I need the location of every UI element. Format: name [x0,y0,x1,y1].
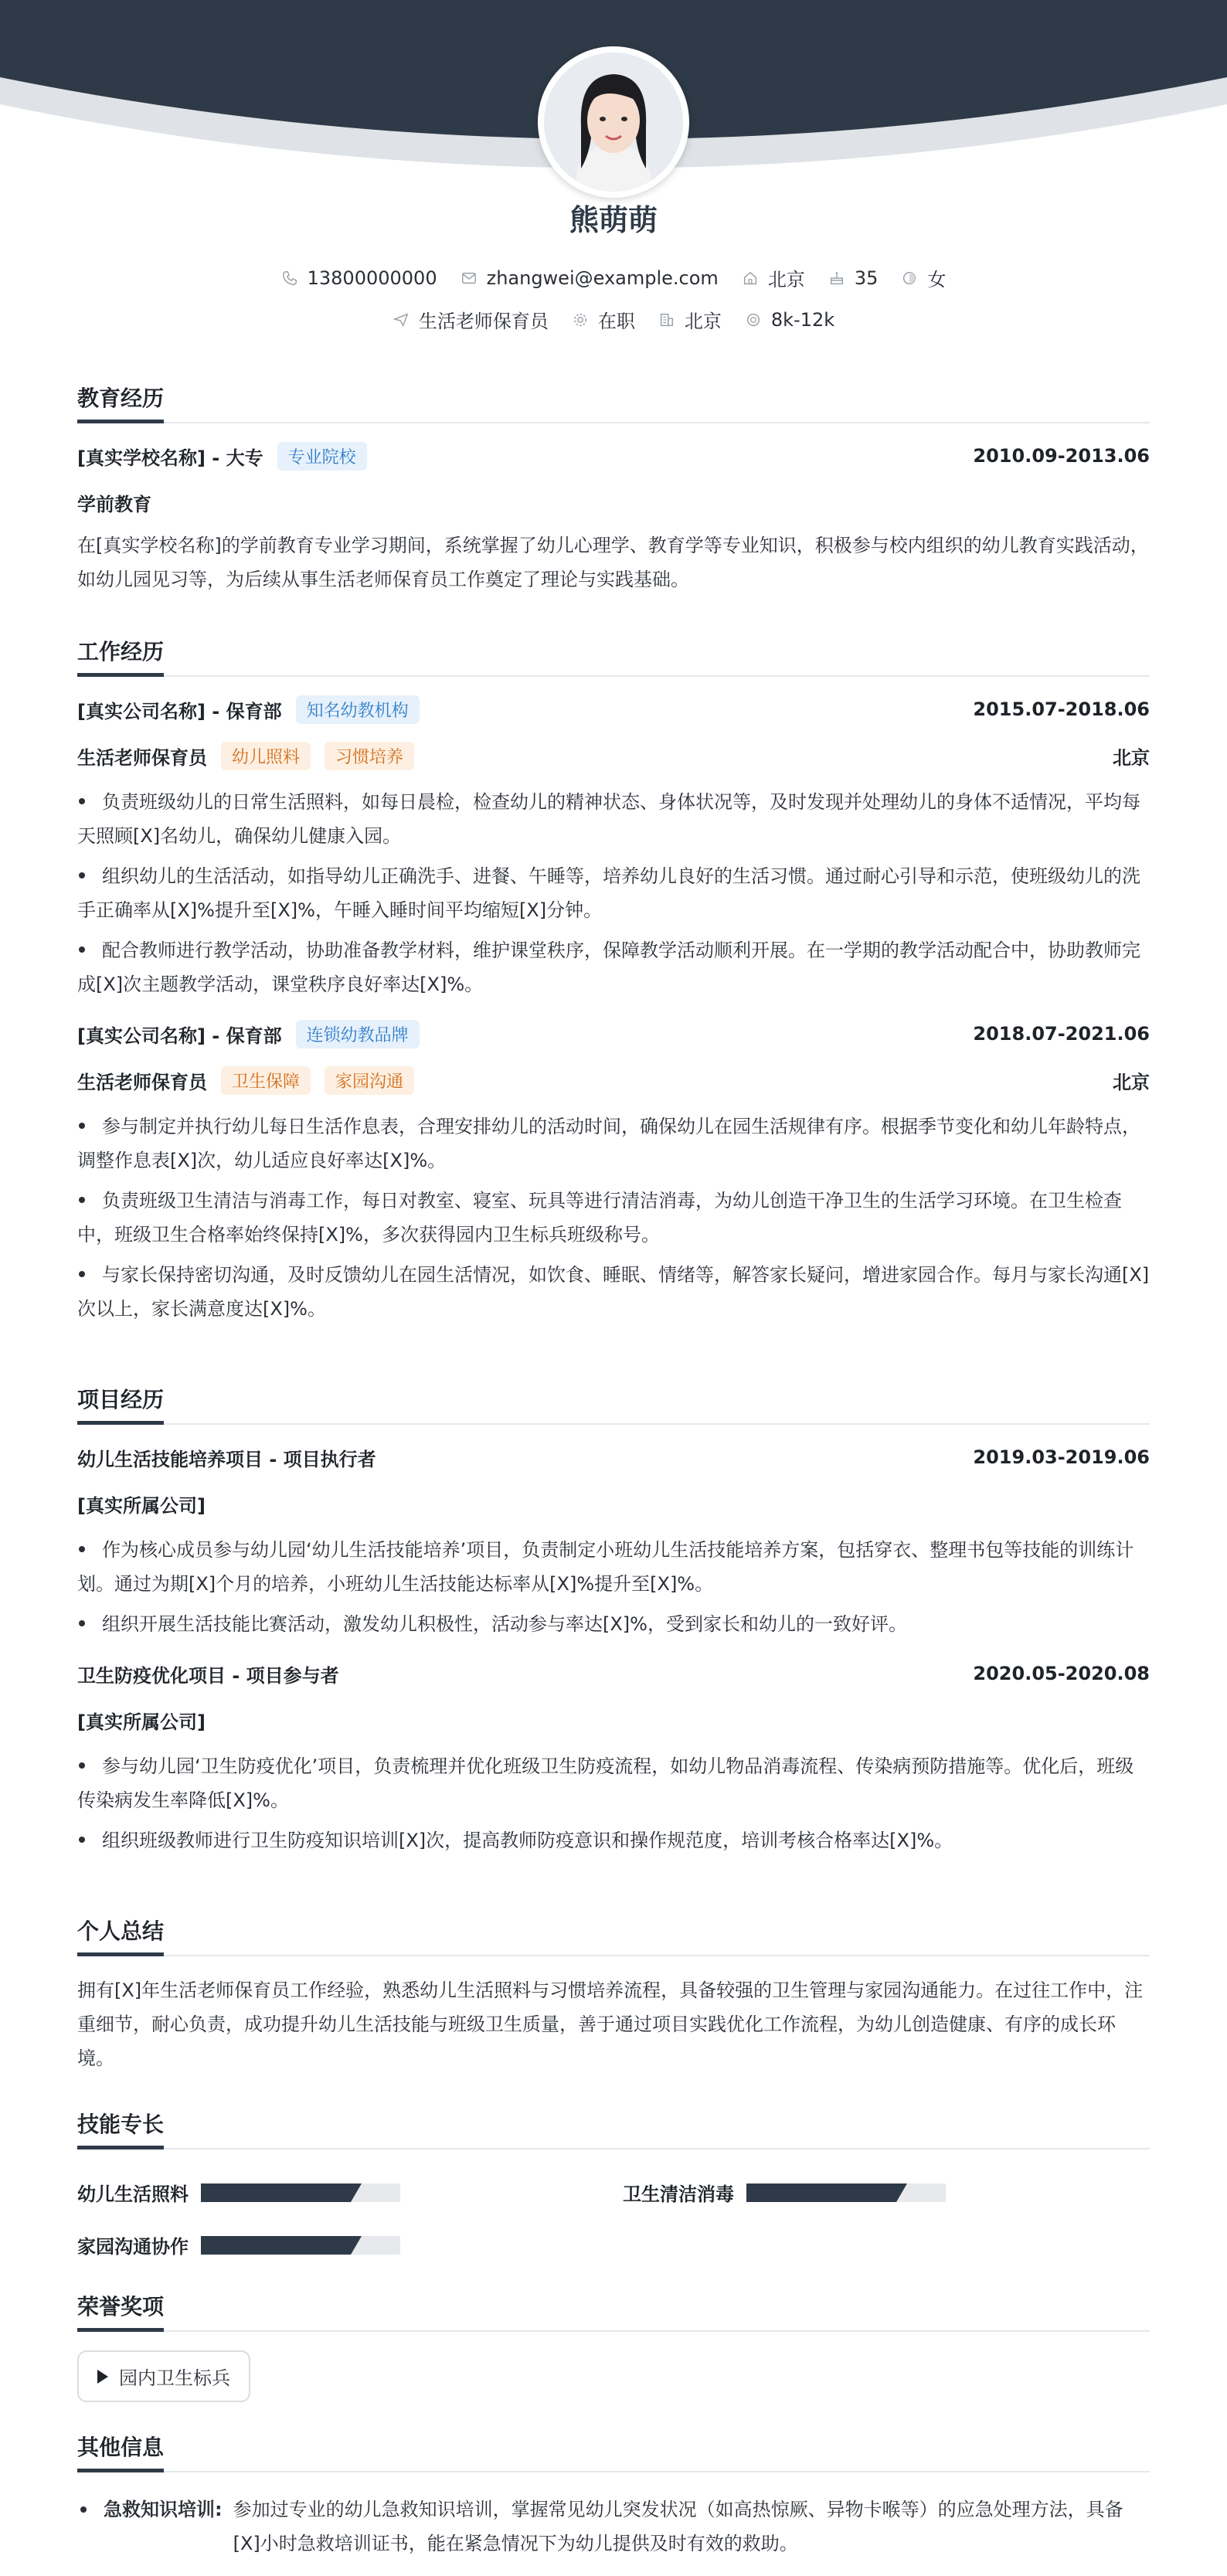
work-head [77,694,1150,725]
status-item [572,306,635,333]
role-name: 生活老师保育员 [77,1071,207,1093]
avatar [538,46,689,198]
awards-title: 荣誉奖项 [77,2290,1150,2332]
role-name: 生活老师保育员 [77,746,207,769]
skill-name: 幼儿生活照料 [77,2183,189,2205]
candidate-name: 熊萌萌 [569,203,658,237]
play-icon [97,2370,108,2384]
bullet-item: 组织开展生活技能比赛活动，激发幼儿积极性，活动参与率达[X]%，受到家长和幼儿的一致好评。 [77,1607,1150,1641]
skill-bar [201,2183,400,2202]
coin-icon [745,311,762,328]
awards-section [77,2290,1150,2402]
education-desc: 在[真实学校名称]的学前教育专业学习期间，系统掌握了幼儿心理学、教育学等专业知识，积极参与校内组织的幼儿教育实践活动，如幼儿园见习等，为后续从事生活老师保育员工作奠定了理论与实践基础。 [77,535,1149,590]
skill-name: 家园沟通协作 [77,2236,189,2258]
major: 学前教育 [77,493,151,515]
contact-row [0,264,1227,291]
project-bullets [77,1749,1150,1857]
salary-item [745,309,834,331]
status-text: 在职 [597,311,635,332]
bullet-item: 参与制定并执行幼儿每日生活作息表，合理安排幼儿的活动时间，确保幼儿在园生活规律有序。根据季节变化和幼儿年龄特点，调整作息表[X]次，幼儿适应良好率达[X]%。 [77,1116,1140,1171]
home-icon [742,270,759,287]
other-section [77,2431,1150,2561]
work-head [77,1018,1150,1049]
email-item [461,267,719,289]
education-section [77,382,1150,596]
project-bullets [77,1533,1150,1641]
skill-fill [746,2183,896,2202]
mail-icon [461,270,478,287]
bullet-item: 组织班级教师进行卫生防疫知识培训[X]次，提高教师防疫意识和操作规范度，培训考核合格率达[X]%。 [77,1823,1150,1857]
other-item [77,2493,1150,2561]
work-city: 北京 [1113,746,1150,769]
skill-item [77,2231,400,2258]
job-row [0,306,1227,333]
skill-bar [746,2183,946,2202]
salary-text: 8k-12k [770,308,835,331]
target-city-text: 北京 [684,311,722,332]
project-name: 卫生防疫优化项目 - 项目参与者 [77,1664,339,1687]
company-tag: 知名幼教机构 [296,695,420,724]
skills-section [77,2108,1150,2270]
company-tag: 连锁幼教品牌 [296,1020,420,1048]
building-icon [658,311,675,328]
target-city-item [658,306,722,333]
project-date: 2020.05-2020.08 [973,1663,1150,1684]
work-section [77,635,1150,1332]
phone-item [281,267,437,289]
project-name: 幼儿生活技能培养项目 - 项目执行者 [77,1448,376,1470]
job-text: 生活老师保育员 [418,311,549,332]
project-date: 2019.03-2019.06 [973,1446,1150,1468]
project-company: [真实所属公司] [77,1711,206,1733]
phone-text: 13800000000 [307,267,437,289]
award-badge [77,2350,250,2402]
bullet-item: 组织幼儿的生活活动，如指导幼儿正确洗手、进餐、午睡等，培养幼儿良好的生活习惯。通过耐心引导和示范，使班级幼儿的洗手正确率从[X]%提升至[X]%，午睡入睡时间平均缩短[X]分钟。 [77,865,1140,921]
project-company: [真实所属公司] [77,1494,206,1517]
work-city: 北京 [1113,1071,1150,1093]
role-row [77,740,1150,771]
gear-icon [572,311,589,328]
work-entry [77,694,1150,1001]
skill-tag: 习惯培养 [325,742,414,770]
skill-name: 卫生清洁消毒 [623,2183,734,2205]
gender-item [901,264,946,291]
project-head [77,1658,1150,1689]
city-item [742,264,805,291]
other-label: 急救知识培训: [104,2499,223,2520]
work-entry [77,1018,1150,1326]
company-name: [真实公司名称] - 保育部 [77,700,282,722]
school-name: [真实学校名称] - 大专 [77,447,263,469]
project-head [77,1442,1150,1473]
skill-tag: 幼儿照料 [221,742,311,770]
company-name: [真实公司名称] - 保育部 [77,1025,282,1047]
gender-icon [901,270,918,287]
skill-tag: 卫生保障 [221,1066,311,1095]
bullet-item: 作为核心成员参与幼儿园‘幼儿生活技能培养’项目，负责制定小班幼儿生活技能培养方案，包括穿衣、整理书包等技能的训练计划。通过为期[X]个月的培养，小班幼儿生活技能达标率从[X]%提升至[X]%。 [77,1539,1134,1595]
skill-item [77,2179,400,2206]
age-text: 35 [854,267,879,289]
bullet-item: 配合教师进行教学活动，协助准备教学材料，维护课堂秩序，保障教学活动顺利开展。在一学期的教学活动配合中，协助教师完成[X]次主题教学活动，课堂秩序良好率达[X]%。 [77,940,1140,995]
send-icon [393,311,410,328]
other-text: 参加过专业的幼儿急救知识培训，掌握常见幼儿突发状况（如高热惊厥、异物卡喉等）的应急处理方法，具备[X]小时急救培训证书，能在紧急情况下为幼儿提供及时有效的救助。 [233,2499,1123,2554]
project-entry [77,1658,1150,1857]
city-text: 北京 [767,269,805,291]
work-date: 2015.07-2018.06 [973,698,1150,720]
education-head [77,440,1150,471]
email-text: zhangwei@example.com [486,267,719,289]
skill-tag: 家园沟通 [325,1066,414,1095]
skill-item [623,2179,946,2206]
gender-text: 女 [927,269,947,291]
summary-title: 个人总结 [77,1915,1150,1956]
cake-icon [828,270,845,287]
bullet-item: 负责班级卫生清洁与消毒工作，每日对教室、寝室、玩具等进行清洁消毒，为幼儿创造干净卫生的生活学习环境。在卫生检查中，班级卫生合格率始终保持[X]%，多次获得园内卫生标兵班级称号。 [77,1190,1122,1246]
skill-bar [201,2236,400,2255]
education-title: 教育经历 [77,382,1150,423]
summary-text: 拥有[X]年生活老师保育员工作经验，熟悉幼儿生活照料与习惯培养流程，具备较强的卫生管理与家园沟通能力。在过往工作中，注重细节，耐心负责，成功提升幼儿生活技能与班级卫生质量，善于通过项目实践优化工作流程，为幼儿创造健康、有序的成长环境。 [77,1980,1144,2069]
bullet-item: 参与幼儿园‘卫生防疫优化’项目，负责梳理并优化班级卫生防疫流程，如幼儿物品消毒流程、传染病预防措施等。优化后，班级传染病发生率降低[X]%。 [77,1755,1134,1811]
work-bullets [77,1110,1150,1326]
bullet-dot [80,2506,87,2513]
skill-fill [201,2236,351,2255]
skills-title: 技能专长 [77,2108,1150,2149]
projects-section [77,1383,1150,1864]
education-date: 2010.09-2013.06 [973,445,1150,467]
bullet-item: 负责班级幼儿的日常生活照料，如每日晨检，检查幼儿的精神状态、身体状况等，及时发现并处理幼儿的身体不适情况，平均每天照顾[X]名幼儿，确保幼儿健康入园。 [77,791,1140,847]
other-label-wrap [77,2493,223,2561]
summary-section [77,1915,1150,2075]
role-row [77,1065,1150,1096]
job-item [393,306,549,333]
other-title: 其他信息 [77,2431,1150,2472]
work-bullets [77,785,1150,1001]
bullet-item: 与家长保持密切沟通，及时反馈幼儿在园生活情况，如饮食、睡眠、情绪等，解答家长疑问，增进家园合作。每月与家长沟通[X]次以上，家长满意度达[X]%。 [77,1264,1150,1320]
age-item [828,267,879,289]
project-entry [77,1442,1150,1641]
work-date: 2018.07-2021.06 [973,1023,1150,1045]
award-text: 园内卫生标兵 [119,2367,230,2389]
school-tag: 专业院校 [277,442,367,471]
phone-icon [281,270,298,287]
projects-title: 项目经历 [77,1383,1150,1425]
work-title: 工作经历 [77,635,1150,677]
skill-fill [201,2183,351,2202]
